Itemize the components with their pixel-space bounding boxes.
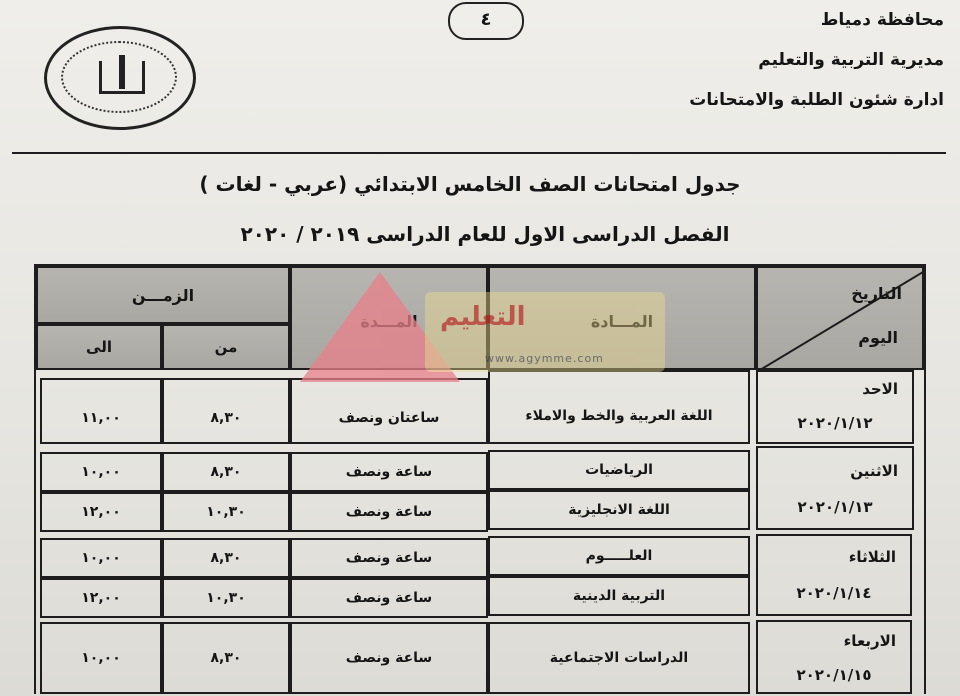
- to-cell: ١٢,٠٠: [40, 578, 162, 618]
- day-cell: الاربعاء ٢٠٢٠/١/١٥: [756, 620, 912, 694]
- to-cell: ١٠,٠٠: [40, 622, 162, 694]
- to-cell: ١٠,٠٠: [40, 538, 162, 578]
- duration-cell: ساعتان ونصف: [290, 378, 488, 444]
- from-cell: ١٠,٣٠: [162, 492, 290, 532]
- subject-cell: اللغة الانجليزية: [488, 490, 750, 530]
- day-cell: الثلاثاء ٢٠٢٠/١/١٤: [756, 534, 912, 616]
- subject-cell: العلـــــوم: [488, 536, 750, 576]
- duration-cell: ساعة ونصف: [290, 492, 488, 532]
- ministry-seal-icon: [44, 26, 196, 130]
- subject-cell: الرياضيات: [488, 450, 750, 490]
- header-duration: المـــدة: [290, 266, 488, 370]
- day-cell: الاحد ٢٠٢٠/١/١٢: [756, 370, 914, 444]
- subject-cell: التربية الدينية: [488, 576, 750, 616]
- subject-cell: اللغة العربية والخط والاملاء: [488, 370, 750, 444]
- duration-cell: ساعة ونصف: [290, 622, 488, 694]
- governorate-name: محافظة دمياط: [820, 10, 944, 30]
- term-title: الفصل الدراسى الاول للعام الدراسى ٢٠١٩ / ٢٠٢٠: [240, 222, 730, 246]
- to-cell: ١١,٠٠: [40, 378, 162, 444]
- duration-cell: ساعة ونصف: [290, 452, 488, 492]
- from-cell: ٨,٣٠: [162, 378, 290, 444]
- day-cell: الاثنين ٢٠٢٠/١/١٣: [756, 446, 914, 530]
- site-watermark: [270, 262, 690, 402]
- schedule-title: جدول امتحانات الصف الخامس الابتدائي (عربي - لغات ): [199, 172, 741, 196]
- subject-cell: الدراسات الاجتماعية: [488, 622, 750, 694]
- watermark-url: www.agymme.com: [485, 352, 604, 365]
- header-date-day-cell: [756, 266, 924, 370]
- directorate-name: مديرية التربية والتعليم: [758, 50, 944, 70]
- header-to: الى: [36, 324, 162, 370]
- from-cell: ١٠,٣٠: [162, 578, 290, 618]
- header-date: التاريخ: [851, 284, 902, 303]
- from-cell: ٨,٣٠: [162, 538, 290, 578]
- header-from: من: [162, 324, 290, 370]
- duration-cell: ساعة ونصف: [290, 538, 488, 578]
- watermark-text: التعليم: [440, 302, 526, 332]
- to-cell: ١٠,٠٠: [40, 452, 162, 492]
- duration-cell: ساعة ونصف: [290, 578, 488, 618]
- header-time: الزمـــن: [36, 266, 290, 324]
- from-cell: ٨,٣٠: [162, 452, 290, 492]
- to-cell: ١٢,٠٠: [40, 492, 162, 532]
- page-number: ٤: [448, 2, 524, 40]
- department-name: ادارة شئون الطلبة والامتحانات: [689, 90, 944, 110]
- from-cell: ٨,٣٠: [162, 622, 290, 694]
- header-block: [644, 10, 944, 120]
- header-divider: [12, 152, 946, 154]
- header-day: اليوم: [858, 328, 898, 347]
